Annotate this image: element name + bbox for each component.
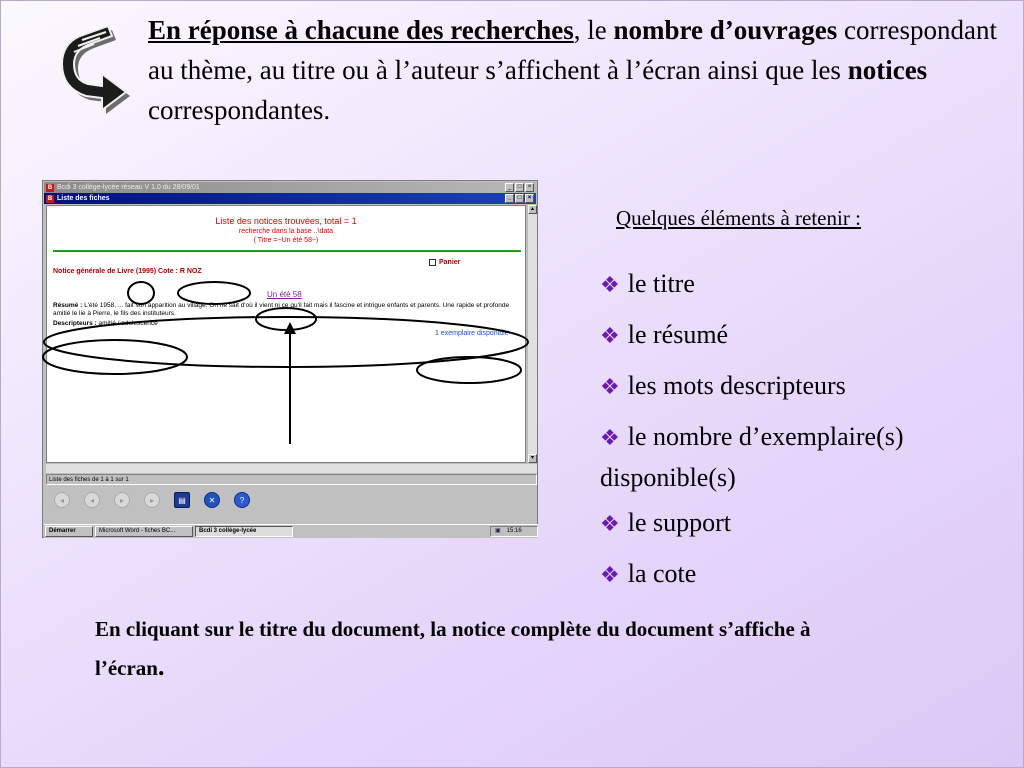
scroll-up-arrow[interactable]: ▴ xyxy=(528,205,537,214)
system-tray xyxy=(490,526,538,537)
bottom-caption xyxy=(95,610,855,687)
notice-document xyxy=(46,205,526,463)
diamond-bullet-icon: ❖ xyxy=(600,374,620,399)
header-text-part: correspondant au thème, au titre ou à l’auteur s’affichent à l’écran ainsi que les xyxy=(148,15,997,85)
last-icon[interactable]: ▸ xyxy=(144,492,160,508)
notice-header-line: Notice générale de Livre (1995) Cote : R NOZ xyxy=(53,268,202,275)
first-icon[interactable]: ◂ xyxy=(54,492,70,508)
list-item xyxy=(600,315,728,356)
list-item xyxy=(600,417,1010,498)
descripteurs-label: Descripteurs : xyxy=(53,320,97,327)
navigation-toolbar xyxy=(46,487,537,513)
vertical-scrollbar[interactable] xyxy=(527,205,537,463)
list-item xyxy=(600,264,695,305)
diamond-bullet-icon: ❖ xyxy=(600,323,620,348)
help-icon[interactable]: ? xyxy=(234,492,250,508)
tray-icon: ▣ xyxy=(495,528,501,534)
list-item-text: le titre xyxy=(627,269,695,298)
bcdi-app-icon: B xyxy=(47,185,53,191)
diamond-bullet-icon: ❖ xyxy=(600,425,620,450)
header-text-part: , le xyxy=(573,15,614,45)
list-item-text: le support xyxy=(627,508,731,537)
minimize-button[interactable]: _ xyxy=(505,183,514,192)
list-item xyxy=(600,366,846,407)
start-button[interactable]: Démarrer xyxy=(45,526,93,537)
list-item-text: les mots descripteurs xyxy=(627,371,846,400)
notice-list-title: Liste des notices trouvées, total = 1 xyxy=(215,216,357,226)
sub-window-title: Liste des fiches xyxy=(57,195,110,202)
bottom-caption-period: . xyxy=(157,652,165,681)
descripteurs-text: amitié / adolescence xyxy=(96,320,158,327)
list-item xyxy=(600,503,731,544)
print-icon[interactable]: ▤ xyxy=(174,492,190,508)
close-icon[interactable]: ✕ xyxy=(204,492,220,508)
close-window-button[interactable]: × xyxy=(525,183,534,192)
header-text xyxy=(148,10,1008,130)
status-bar: Liste des fiches de 1 à 1 sur 1 xyxy=(46,474,537,485)
exemplaire-count: 1 exemplaire disponible xyxy=(435,330,509,337)
app-window-buttons xyxy=(505,183,534,192)
sub-maximize-button[interactable]: □ xyxy=(515,194,524,203)
header-text-part: correspondantes. xyxy=(148,95,331,125)
diamond-bullet-icon: ❖ xyxy=(600,511,620,536)
maximize-button[interactable]: □ xyxy=(515,183,524,192)
header-bold-notices: notices xyxy=(847,55,928,85)
windows-taskbar xyxy=(44,524,538,538)
notice-search-base: recherche dans la base ..\data xyxy=(238,228,334,235)
list-item xyxy=(600,554,696,595)
curved-arrow-icon xyxy=(50,22,130,118)
sub-window-buttons xyxy=(505,194,534,203)
taskbar-bcdi[interactable]: Bcdi 3 collège-lycée xyxy=(195,526,293,537)
header-highlight: En réponse à chacune des recherches xyxy=(148,15,574,45)
scroll-down-arrow[interactable]: ▾ xyxy=(528,454,537,463)
sub-window-titlebar xyxy=(44,193,536,204)
bottom-caption-text: En cliquant sur le titre du document, la notice complète du document s’affiche à l’écran xyxy=(95,617,811,680)
list-item-text: le nombre d’exemplaire(s) disponible(s) xyxy=(600,422,904,492)
sub-close-button[interactable]: × xyxy=(525,194,534,203)
resume-label: Résumé : xyxy=(53,302,83,309)
taskbar-word[interactable]: Microsoft Word - fiches BC... xyxy=(95,526,193,537)
bcdi-screenshot xyxy=(42,180,538,538)
tray-clock: 15:16 xyxy=(506,528,522,534)
notice-search-query: ( Titre =~Un été 58~) xyxy=(253,237,319,244)
green-divider xyxy=(53,250,521,252)
key-elements-title: Quelques éléments à retenir : xyxy=(616,206,861,230)
document-title-link[interactable]: Un été 58 xyxy=(267,290,302,299)
checkbox-icon[interactable] xyxy=(429,259,436,266)
header-bold-ouvrages: nombre d’ouvrages xyxy=(613,15,838,45)
list-item-text: la cote xyxy=(627,559,697,588)
bcdi-sub-icon: B xyxy=(47,196,53,202)
descripteurs-block xyxy=(53,320,158,327)
horizontal-scrollbar[interactable] xyxy=(46,463,537,473)
next-icon[interactable]: ▸ xyxy=(114,492,130,508)
app-window-title: Bcdi 3 collège-lycée réseau V 1.0 du 28/09/01 xyxy=(57,184,200,191)
panier-checkbox[interactable] xyxy=(429,259,460,266)
diamond-bullet-icon: ❖ xyxy=(600,272,620,297)
app-titlebar xyxy=(44,182,536,193)
previous-icon[interactable]: ◂ xyxy=(84,492,100,508)
resume-text: L'été 1958, ... fait son apparition au village. On ne sait d'où il vient ni ce qu'il fait mais il fascine et intrigue enfants et parents. Une rapide et profonde amitié le lie à Pierre, le fils des instituteurs. xyxy=(53,302,510,317)
diamond-bullet-icon: ❖ xyxy=(600,562,620,587)
list-item-text: le résumé xyxy=(627,320,729,349)
resume-block xyxy=(53,302,523,318)
sub-minimize-button[interactable]: _ xyxy=(505,194,514,203)
panier-label: Panier xyxy=(439,259,461,266)
